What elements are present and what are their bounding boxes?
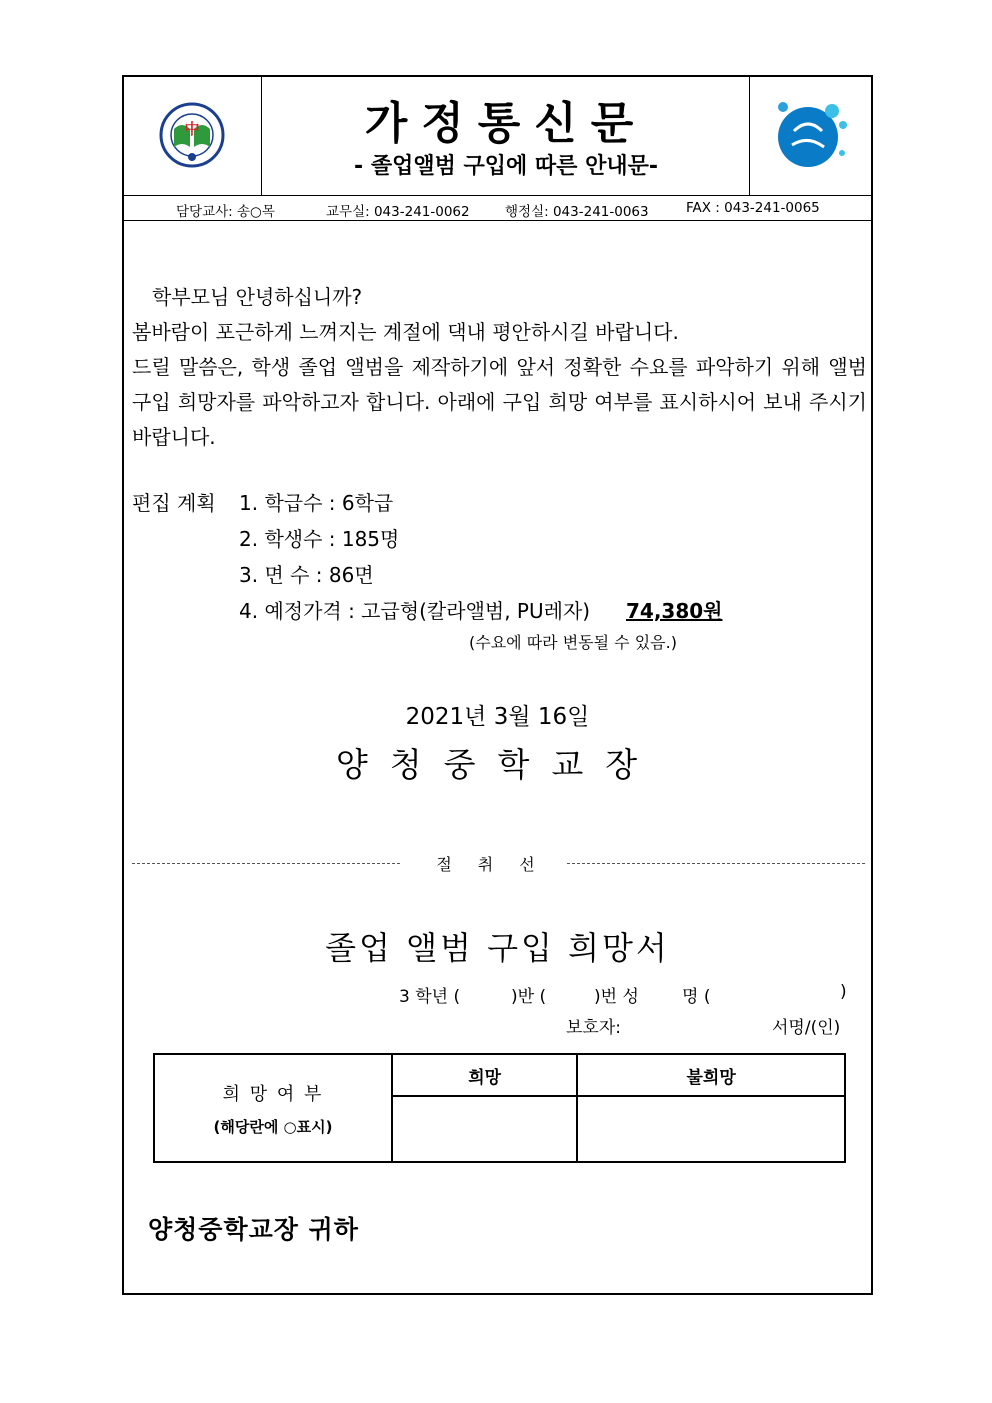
notice-frame (122, 75, 873, 1295)
issue-date: 2021년 3월 16일 (405, 704, 590, 730)
school-logo (124, 77, 261, 195)
svg-text:中: 中 (184, 120, 200, 138)
page-title: 가정통신문 (364, 98, 648, 149)
plan-item: 4. 예정가격 : 고급형(칼라앨범, PU레자) (239, 599, 591, 623)
page-subtitle: - 졸업앨범 구입에 따른 안내문- (354, 154, 658, 179)
hope-table (153, 1053, 846, 1163)
signature-label: 서명/(인) (772, 1018, 841, 1038)
name-label: 명 ( (682, 987, 711, 1007)
plan-price: 74,380원 (626, 599, 723, 623)
hope-row-hint: (해당란에 ○표시) (213, 1117, 333, 1136)
school-head: 양청중학교장 (335, 745, 660, 784)
main-paragraph: 드릴 말씀은, 학생 졸업 앨범을 제작하기에 앞서 정확한 수요를 파악하기 위해 앨범 구입 희망자를 파악하고자 합니다. 아래에 구입 희망 여부를 표시하시어 보내 주시기 바랍니다. (132, 355, 867, 449)
greeting: 학부모님 안녕하십니까? (152, 285, 363, 309)
plan-item: 3. 면 수 : 86면 (239, 563, 374, 587)
office-phone: 교무실: 043-241-0062 (326, 204, 470, 220)
number-label: )번 성 (594, 987, 639, 1007)
school-logo-cell (124, 77, 262, 195)
hope-row-label: 희 망 여 부 (222, 1083, 324, 1105)
slogan-logo (750, 77, 871, 195)
letter-body (132, 280, 867, 455)
season-greeting: 봄바람이 포근하게 느껴지는 계절에 댁내 평안하시길 바랍니다. (132, 320, 679, 344)
nohope-mark-cell[interactable] (577, 1096, 845, 1162)
col-nohope-header: 불희망 (577, 1054, 845, 1096)
teacher-contact: 담당교사: 송○목 (176, 204, 275, 220)
hope-row-label-cell (154, 1054, 392, 1162)
header (124, 77, 871, 196)
price-note: (수요에 따라 변동될 수 있음.) (469, 633, 677, 652)
form-title: 졸업 앨범 구입 희망서 (325, 929, 670, 967)
cut-line-label: 절취선 (436, 855, 561, 874)
fax-number: FAX : 043-241-0065 (686, 200, 820, 216)
plan-label: 편집 계획 (132, 491, 216, 515)
class-label: )반 ( (511, 987, 547, 1007)
plan-item: 2. 학생수 : 185명 (239, 527, 400, 551)
cut-line (132, 852, 865, 874)
contact-bar (124, 196, 871, 221)
dash-right (567, 863, 865, 864)
addressee: 양청중학교장 귀하 (148, 1215, 359, 1244)
name-close: ) (840, 982, 847, 1002)
grade-label: 3 학년 ( (399, 987, 461, 1007)
slogan-logo-cell (749, 77, 871, 195)
col-hope-header: 희망 (392, 1054, 577, 1096)
admin-phone: 행정실: 043-241-0063 (505, 204, 649, 220)
plan-item: 1. 학급수 : 6학급 (239, 491, 394, 515)
hope-mark-cell[interactable] (392, 1096, 577, 1162)
guardian-label: 보호자: (566, 1018, 621, 1038)
